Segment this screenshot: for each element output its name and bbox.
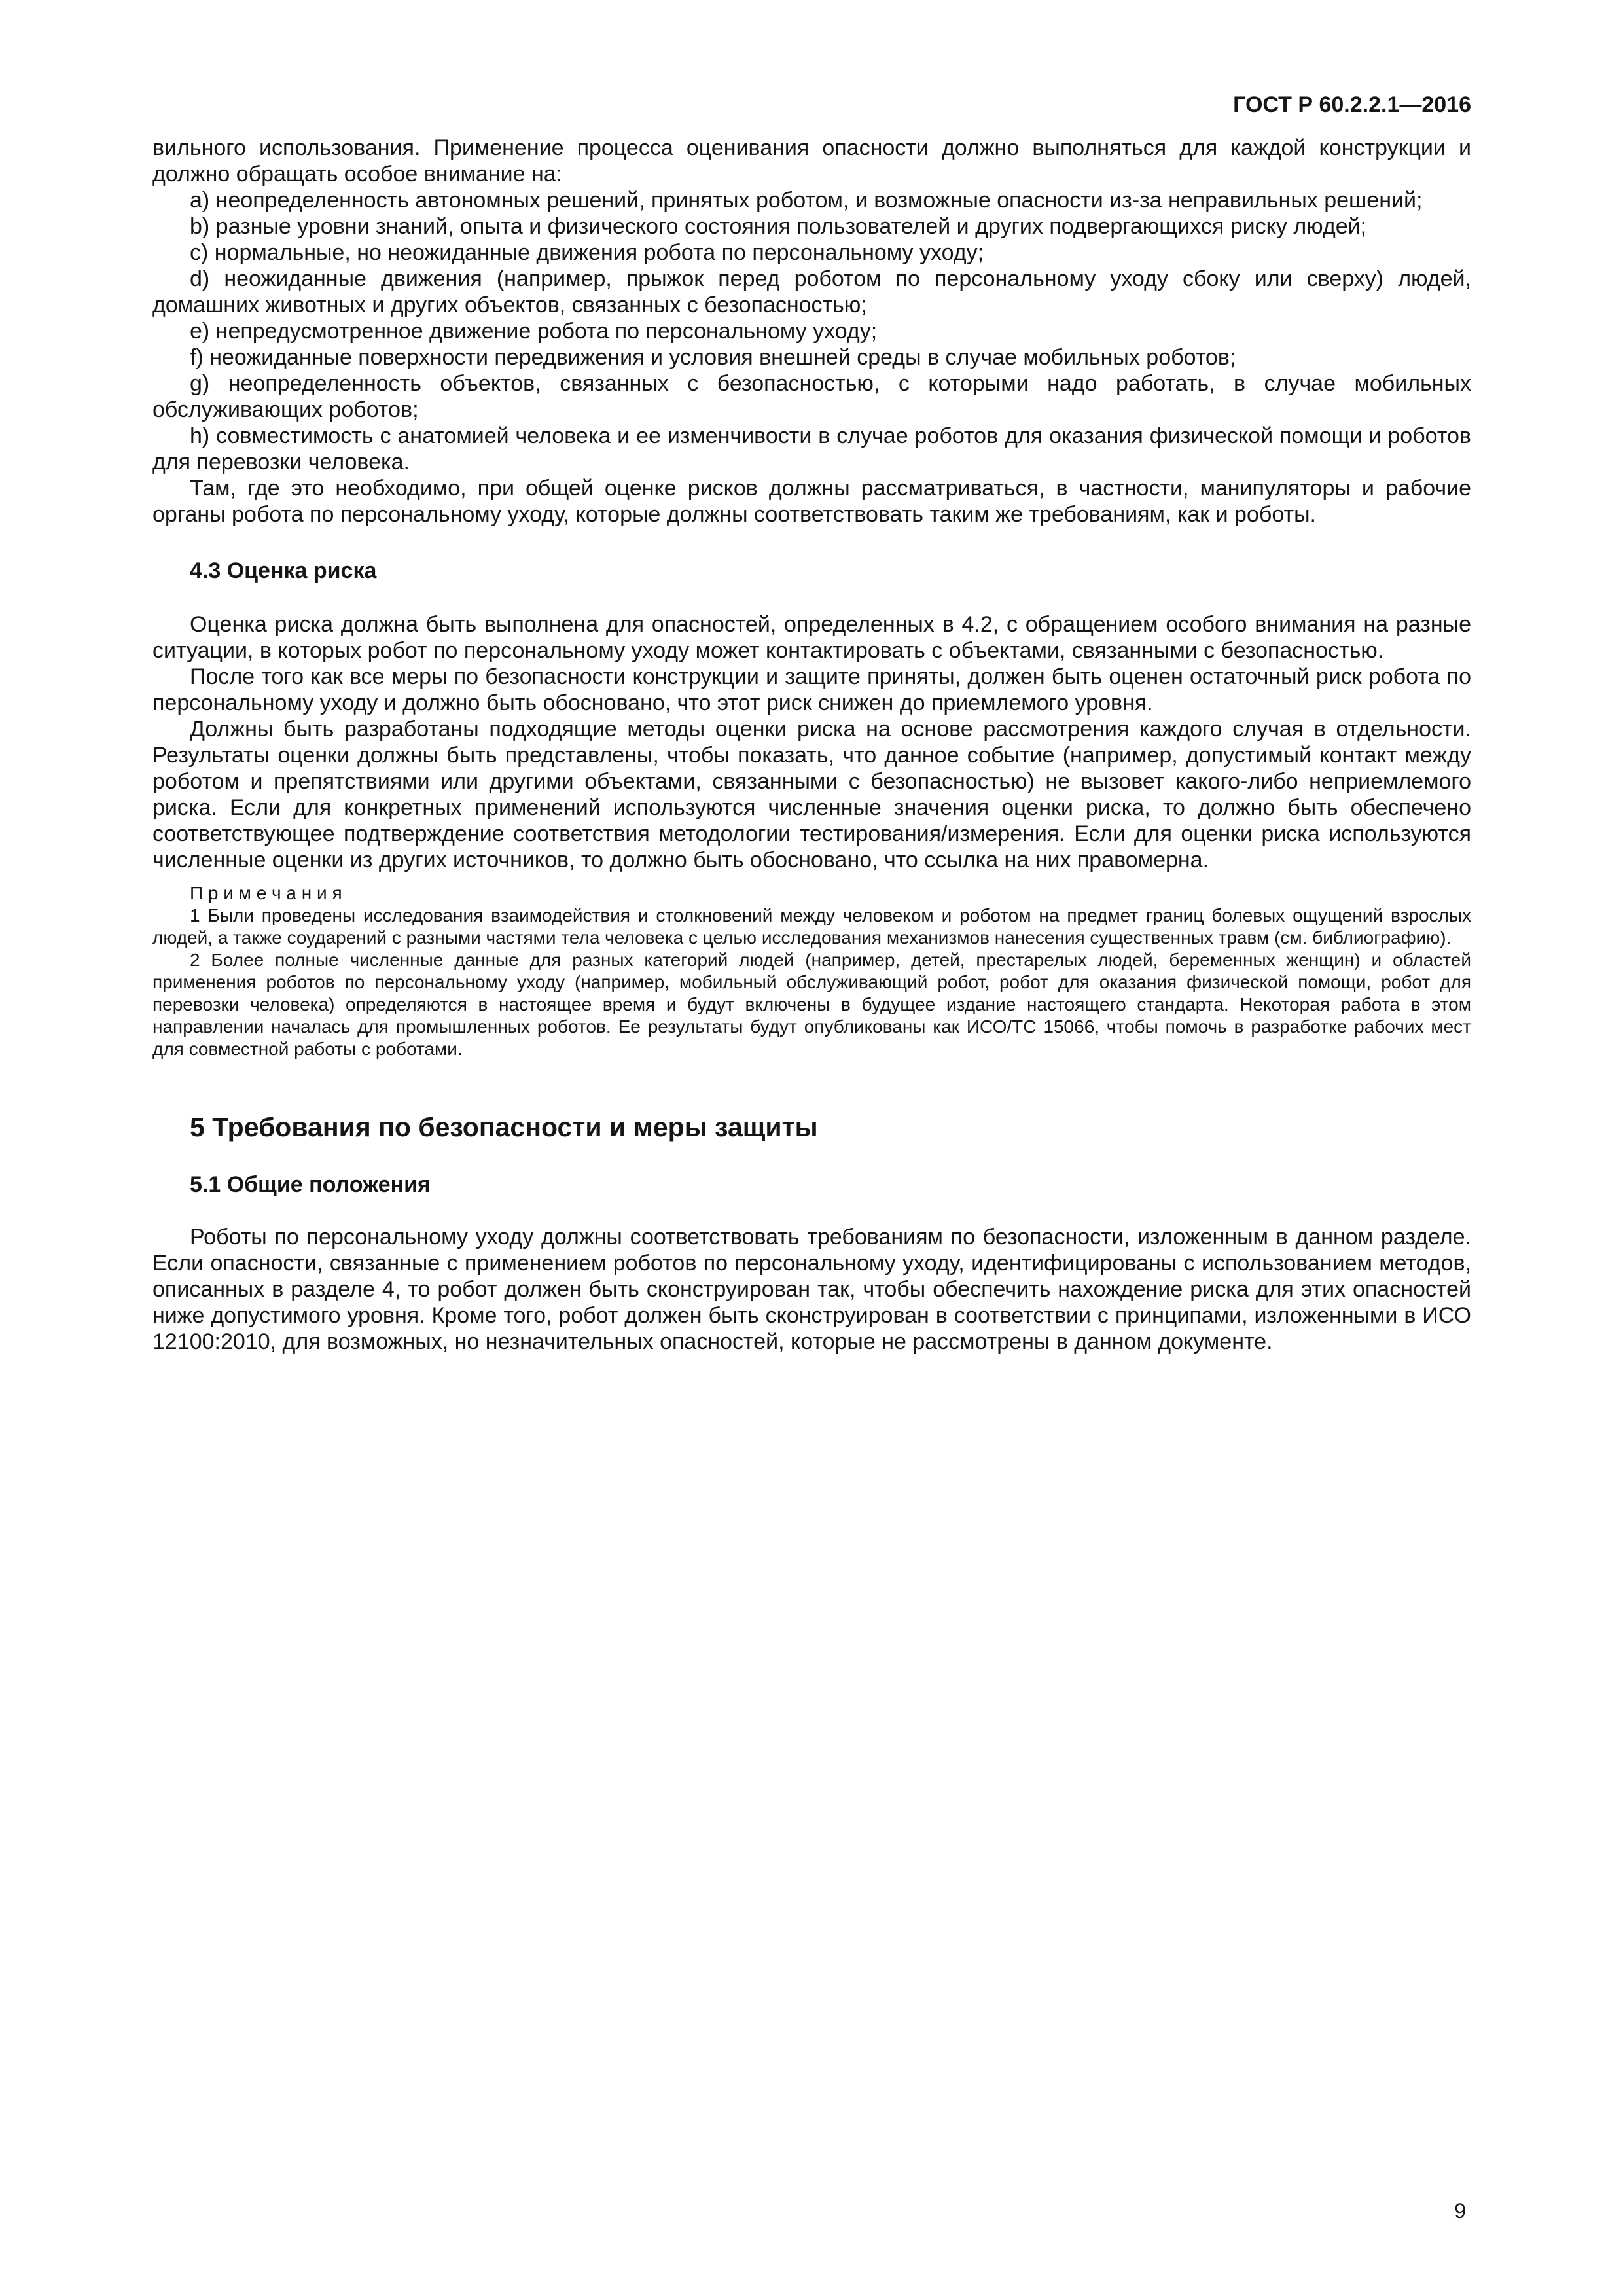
paragraph: Там, где это необходимо, при общей оценке рисков должны рассматриваться, в частности, манипуляторы и рабочие органы робота по персональному уходу, которые должны соответствовать таким же требованиям, как и роботы. (152, 476, 1471, 527)
list-item-e: e) непредусмотренное движение робота по персональному уходу; (190, 319, 878, 344)
list-item-d: d) неожиданные движения (например, прыжок перед роботом по персональному уходу сбоку или сверху) людей, домашних животных и других объектов, связанных с безопасностью; (152, 266, 1471, 317)
page-number: 9 (1454, 2199, 1466, 2223)
paragraph: Оценка риска должна быть выполнена для опасностей, определенных в 4.2, с обращением особого внимания на разные ситуации, в которых робот по персональному уходу может контактировать с объектами, связанными с безопасностью. (152, 612, 1471, 663)
heading-section-5-1: 5.1 Общие положения (190, 1172, 431, 1197)
doc-number-header: ГОСТ Р 60.2.2.1—2016 (1233, 92, 1471, 117)
list-item-f: f) неожиданные поверхности передвижения и условия внешней среды в случае мобильных роботов; (190, 345, 1236, 370)
note-item-2: 2 Более полные численные данные для разных категорий людей (например, детей, престарелых людей, беременных женщин) и областей применения роботов по персональному уходу (например, мобильный обслуживающий робот, робот для оказания физической помощи, робот для перевозки человека) определяются в настоящее время и будут включены в будущее издание настоящего стандарта. Некоторая работа в этом направлении началась для промышленных роботов. Ее результаты будут опубликованы как ИСО/ТС 15066, чтобы помочь в разработке рабочих мест для совместной работы с роботами. (152, 950, 1471, 1059)
notes-title: П р и м е ч а н и я (190, 883, 342, 903)
notes-block (152, 882, 1471, 1060)
paragraph: Роботы по персональному уходу должны соответствовать требованиям по безопасности, изложенным в данном разделе. Если опасности, связанные с применением роботов по персональному уходу, идентифицированы с использованием методов, описанных в разделе 4, то робот должен быть сконструирован так, чтобы обеспечить нахождение риска для этих опасностей ниже допустимого уровня. Кроме того, робот должен быть сконструирован в соответствии с принципами, изложенными в ИСО 12100:2010, для возможных, но незначительных опасностей, которые не рассмотрены в данном документе. (152, 1225, 1471, 1354)
paragraph: Должны быть разработаны подходящие методы оценки риска на основе рассмотрения каждого случая в отдельности. Результаты оценки должны быть представлены, чтобы показать, что данное событие (например, допустимый контакт между роботом и препятствиями или другими объектами, связанными с безопасностью) не вызовет какого-либо неприемлемого риска. Если для конкретных применений используются численные значения оценки риска, то должно быть обеспечено соответствующее подтверждение соответствия методологии тестирования/измерения. Если для оценки риска используются численные оценки из других источников, то должно быть обосновано, что ссылка на них правомерна. (152, 717, 1471, 872)
paragraph: После того как все меры по безопасности конструкции и защите приняты, должен быть оценен остаточный риск робота по персональному уходу и должно быть обосновано, что этот риск снижен до приемлемого уровня. (152, 664, 1471, 715)
heading-section-5: 5 Требования по безопасности и меры защиты (190, 1112, 818, 1142)
list-item-c: c) нормальные, но неожиданные движения робота по персональному уходу; (190, 240, 984, 265)
list-item-g: g) неопределенность объектов, связанных с безопасностью, с которыми надо работать, в случае мобильных обслуживающих роботов; (152, 371, 1471, 422)
list-item-a: a) неопределенность автономных решений, принятых роботом, и возможные опасности из-за неправильных решений; (190, 188, 1423, 213)
list-item-h: h) совместимость с анатомией человека и ее изменчивости в случае роботов для оказания физической помощи и роботов для перевозки человека. (152, 423, 1471, 475)
document-body (152, 135, 1471, 1355)
heading-section-4-3: 4.3 Оценка риска (190, 558, 377, 583)
paragraph-continued: вильного использования. Применение процесса оценивания опасности должно выполняться для каждой конструкции и должно обращать особое внимание на: (152, 135, 1471, 187)
list-item-b: b) разные уровни знаний, опыта и физического состояния пользователей и других подвергающихся риску людей; (190, 214, 1367, 239)
note-item-1: 1 Были проведены исследования взаимодействия и столкновений между человеком и роботом на предмет границ болевых ощущений взрослых людей, а также соударений с разными частями тела человека с целью исследования механизмов нанесения существенных травм (см. библиографию). (152, 905, 1471, 948)
